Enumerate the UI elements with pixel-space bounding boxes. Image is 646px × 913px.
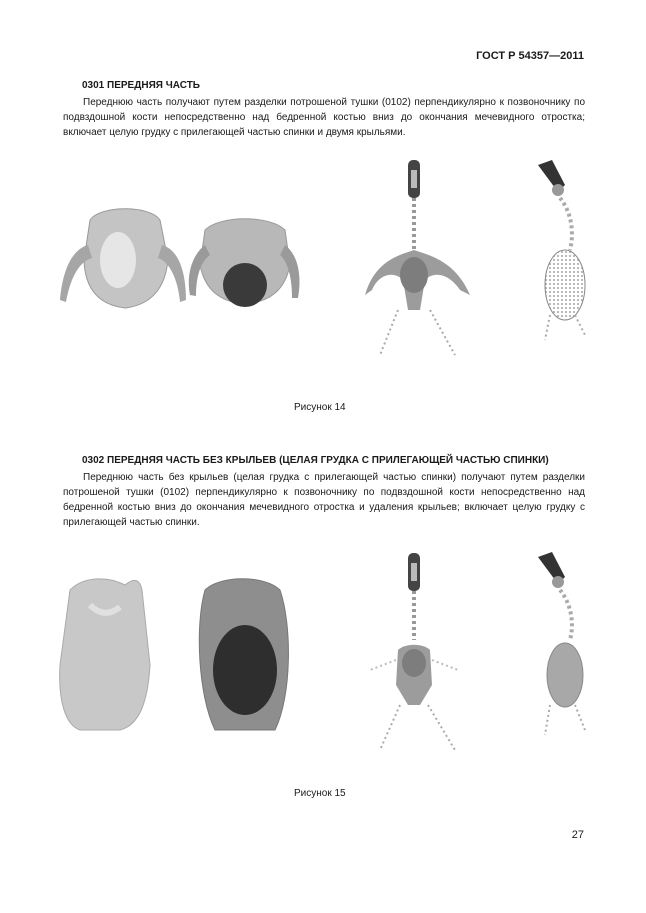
skeleton-diagram-side-view <box>538 160 585 340</box>
figure-caption-14: Рисунок 14 <box>294 402 346 413</box>
figure-15-illustrations <box>0 545 646 765</box>
breast-with-back-photo-front <box>60 579 150 730</box>
skeleton-diagram-side-view-no-wings <box>538 552 585 735</box>
skeleton-diagram-front-view-no-wings <box>370 553 458 750</box>
section-title-0302: 0302 ПЕРЕДНЯЯ ЧАСТЬ БЕЗ КРЫЛЬЕВ (ЦЕЛАЯ ГРУДКА С ПРИЛЕГАЮЩЕЙ ЧАСТЬЮ СПИНКИ) <box>82 455 549 466</box>
page-number: 27 <box>571 829 584 841</box>
skeleton-diagram-front-view <box>365 160 470 355</box>
breast-with-back-photo-back <box>199 579 288 730</box>
document-code: ГОСТ Р 54357—2011 <box>476 50 584 62</box>
section-paragraph-0302: Переднюю часть без крыльев (целая грудка с прилегающей частью спинки) получают путем разделки потрошеной тушки (0102) перпендикулярно к позвоночнику по подвздошной кости непосредственно над бедренной костью вниз до окончания мечевидного отростка и удаления крыльев; включает целую грудку с прилегающей частью спинки. <box>63 472 585 528</box>
front-part-photo-back <box>189 219 300 307</box>
figure-caption-15: Рисунок 15 <box>294 788 346 799</box>
section-title-0301: 0301 ПЕРЕДНЯЯ ЧАСТЬ <box>82 80 200 91</box>
figure-14-illustrations <box>0 150 646 360</box>
section-paragraph-0301: Переднюю часть получают путем разделки потрошеной тушки (0102) перпендикулярно к позвоночнику по подвздошной кости непосредственно над бедренной костью вниз до окончания мечевидного отростка; включает целую грудку с прилегающей частью спинки и двумя крыльями. <box>63 97 585 138</box>
front-part-photo-front <box>60 209 186 308</box>
